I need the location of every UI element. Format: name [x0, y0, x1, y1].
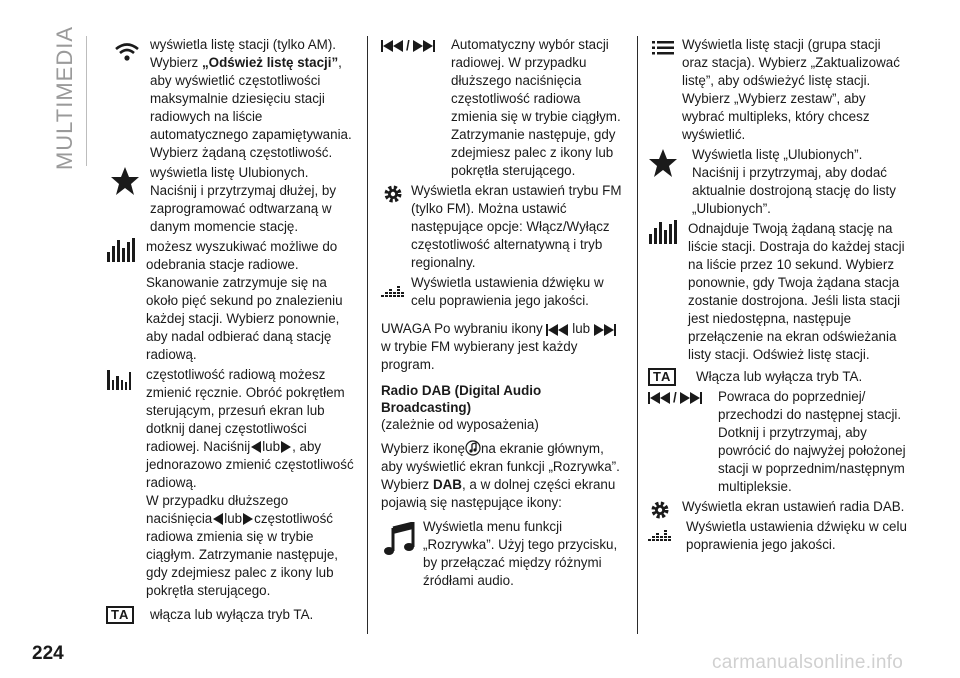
- dab-settings-text: Wyświetla ekran ustawień radia DAB.: [682, 499, 905, 514]
- left-arrow-icon: [212, 512, 224, 526]
- note-text: UWAGA Po wybraniu ikony lub w trybie FM wybierany jest każdy program.: [381, 320, 626, 374]
- fm-settings-text: Wyświetla ekran ustawień trybu FM (tylko FM). Można ustawić następujące opcje: Włącz/Wyłącz częstotliwość alternatywną i tryb regionalny.: [411, 183, 622, 270]
- dab-ta-text: Włącza lub wyłącza tryb TA.: [696, 369, 863, 384]
- music-note-icon: [465, 440, 481, 456]
- entertainment-item: [381, 518, 626, 590]
- dab-sound-item: [648, 518, 910, 554]
- wifi-item: [106, 36, 358, 162]
- section-title: MULTIMEDIA: [52, 25, 77, 170]
- gear-icon: [650, 500, 670, 520]
- tune-item: [106, 366, 358, 600]
- ta-text: włącza lub wyłącza tryb TA.: [150, 607, 314, 622]
- dab-intro-text: Wybierz ikonę na ekranie głównym, aby wyświetlić ekran funkcji „Rozrywka”. Wybierz DAB, a w dolnej części ekranu pojawią się następujące ikony:: [381, 441, 620, 510]
- ta-icon: TA: [106, 606, 134, 624]
- scan-icon: [648, 220, 678, 244]
- seek-slash: /: [406, 38, 410, 53]
- left-arrow-icon: [250, 440, 262, 454]
- station-list-text: Wyświetla listę stacji (grupa stacji oraz stacja). Wybierz „Zaktualizować listę”, aby odświeżyć listę stacji. Wybierz „Wybierz zestaw”, aby wybrać multipleks, który chcesz wyświetlić.: [682, 37, 900, 142]
- tune-text-2: W przypadku dłuższego naciśnięcia lub częstotliwość radiowa zmienia się w trybie ciągłym. Zatrzymanie następuje, gdy zdejmiesz palec z ikony lub pokrętła sterującego.: [146, 493, 339, 598]
- section-rule: [86, 36, 87, 166]
- favorites-item: [106, 164, 358, 236]
- column-1: [106, 36, 358, 626]
- dab-sound-text: Wyświetla ustawienia dźwięku w celu poprawienia jego jakości.: [686, 519, 907, 552]
- tune-text-1: częstotliwość radiową możesz zmienić ręcznie. Obróć pokrętłem sterującym, przesuń ekran lub dotknij danej częstotliwości radiowej. Naciśnij lub , aby jednorazowo zmienić częstotliwość radiową.: [146, 367, 354, 490]
- column-2: [381, 36, 626, 592]
- ta-item: [106, 606, 358, 624]
- music-note-icon: [383, 522, 415, 556]
- dab-scan-item: [648, 220, 910, 364]
- wifi-icon: [114, 42, 140, 62]
- seek-icons: [381, 37, 435, 55]
- equalizer-icon: [648, 522, 672, 542]
- dab-settings-item: [648, 498, 910, 516]
- wifi-text-1: wyświetla listę stacji (tylko AM).: [150, 37, 337, 52]
- gear-icon: [383, 184, 403, 204]
- scan-icon: [106, 238, 136, 262]
- dab-ta-item: [648, 368, 910, 386]
- favorites-text: wyświetla listę Ulubionych. Naciśnij i przytrzymaj dłużej, by zaprogramować odtwarzaną w danym momencie stację.: [150, 165, 337, 234]
- dab-favorites-item: [648, 146, 910, 218]
- dab-heading: Radio DAB (Digital Audio Broadcasting): [381, 383, 542, 415]
- scan-item: [106, 238, 358, 364]
- wifi-text-2: Wybierz „Odśwież listę stacji”,: [150, 55, 342, 70]
- right-arrow-icon: [280, 440, 292, 454]
- prev-next-item: [648, 388, 910, 496]
- seek-item: [381, 36, 626, 180]
- fm-settings-item: [381, 182, 626, 272]
- wifi-text-3: aby wyświetlić częstotliwości maksymalnie dziesięciu stacji radiowych na liście automatycznego zapamiętywania. Wybierz żądaną częstotliwość.: [150, 73, 352, 160]
- prev-next-icons: [648, 389, 702, 407]
- dab-subheading: (zależnie od wyposażenia): [381, 417, 539, 432]
- star-icon: [110, 166, 140, 196]
- sound-settings-item: [381, 274, 626, 310]
- column-divider-2: [637, 36, 638, 634]
- page-number: 224: [32, 643, 64, 664]
- watermark: carmanualsonline.info: [712, 652, 904, 673]
- dab-scan-text: Odnajduje Twoją żądaną stację na liście stacji. Dostraja do każdej stacji na liście przez 10 sekund. Wybierz ponownie, gdy Twoja żądana stacja zostanie dostrojona. Jeśli lista stacji jest niedostępna, następuje przełączenie na ekran odświeżania listy stacji. Odśwież listę stacji.: [688, 221, 905, 362]
- ta-icon: TA: [648, 368, 676, 386]
- seek-text: Automatyczny wybór stacji radiowej. W przypadku dłuższego naciśnięcia częstotliwość radiowa zmienia się w trybie ciągłym. Zatrzymanie następuje, gdy zdejmiesz palec z ikony lub pokrętła sterującego.: [451, 37, 621, 178]
- seek-prev-icon: [546, 324, 568, 336]
- seek-prev-icon: [381, 40, 403, 52]
- seek-next-icon: [413, 40, 435, 52]
- scan-text: możesz wyszukiwać możliwe do odebrania stacje radiowe. Skanowanie zatrzymuje się na około pięć sekund po znalezieniu każdej stacji. Wybierz ponownie, aby nadal odbierać daną stację radiową.: [146, 239, 343, 362]
- prev-next-text: Powraca do poprzedniej/ przechodzi do następnej stacji. Dotknij i przytrzymaj, aby powrócić do najwyżej położonej stacji w poprzednim/następnym multipleksie.: [718, 389, 906, 494]
- column-3: [648, 36, 910, 556]
- right-arrow-icon: [242, 512, 254, 526]
- tune-icon: [106, 368, 132, 390]
- prev-next-slash: /: [673, 390, 677, 405]
- dab-favorites-text: Wyświetla listę „Ulubionych”. Naciśnij i przytrzymaj, aby dodać aktualnie dostrojoną stację do listy „Ulubionych”.: [692, 147, 896, 216]
- seek-next-icon: [594, 324, 616, 336]
- equalizer-icon: [381, 278, 405, 298]
- list-icon: [652, 41, 674, 55]
- sound-settings-text: Wyświetla ustawienia dźwięku w celu poprawienia jego jakości.: [411, 275, 604, 308]
- entertainment-text: Wyświetla menu funkcji „Rozrywka”. Użyj tego przycisku, by przełączać między różnymi źródłami audio.: [423, 519, 618, 588]
- column-divider-1: [367, 36, 368, 634]
- star-icon: [648, 148, 678, 178]
- prev-icon: [648, 392, 670, 404]
- next-icon: [680, 392, 702, 404]
- station-list-item: [648, 36, 910, 144]
